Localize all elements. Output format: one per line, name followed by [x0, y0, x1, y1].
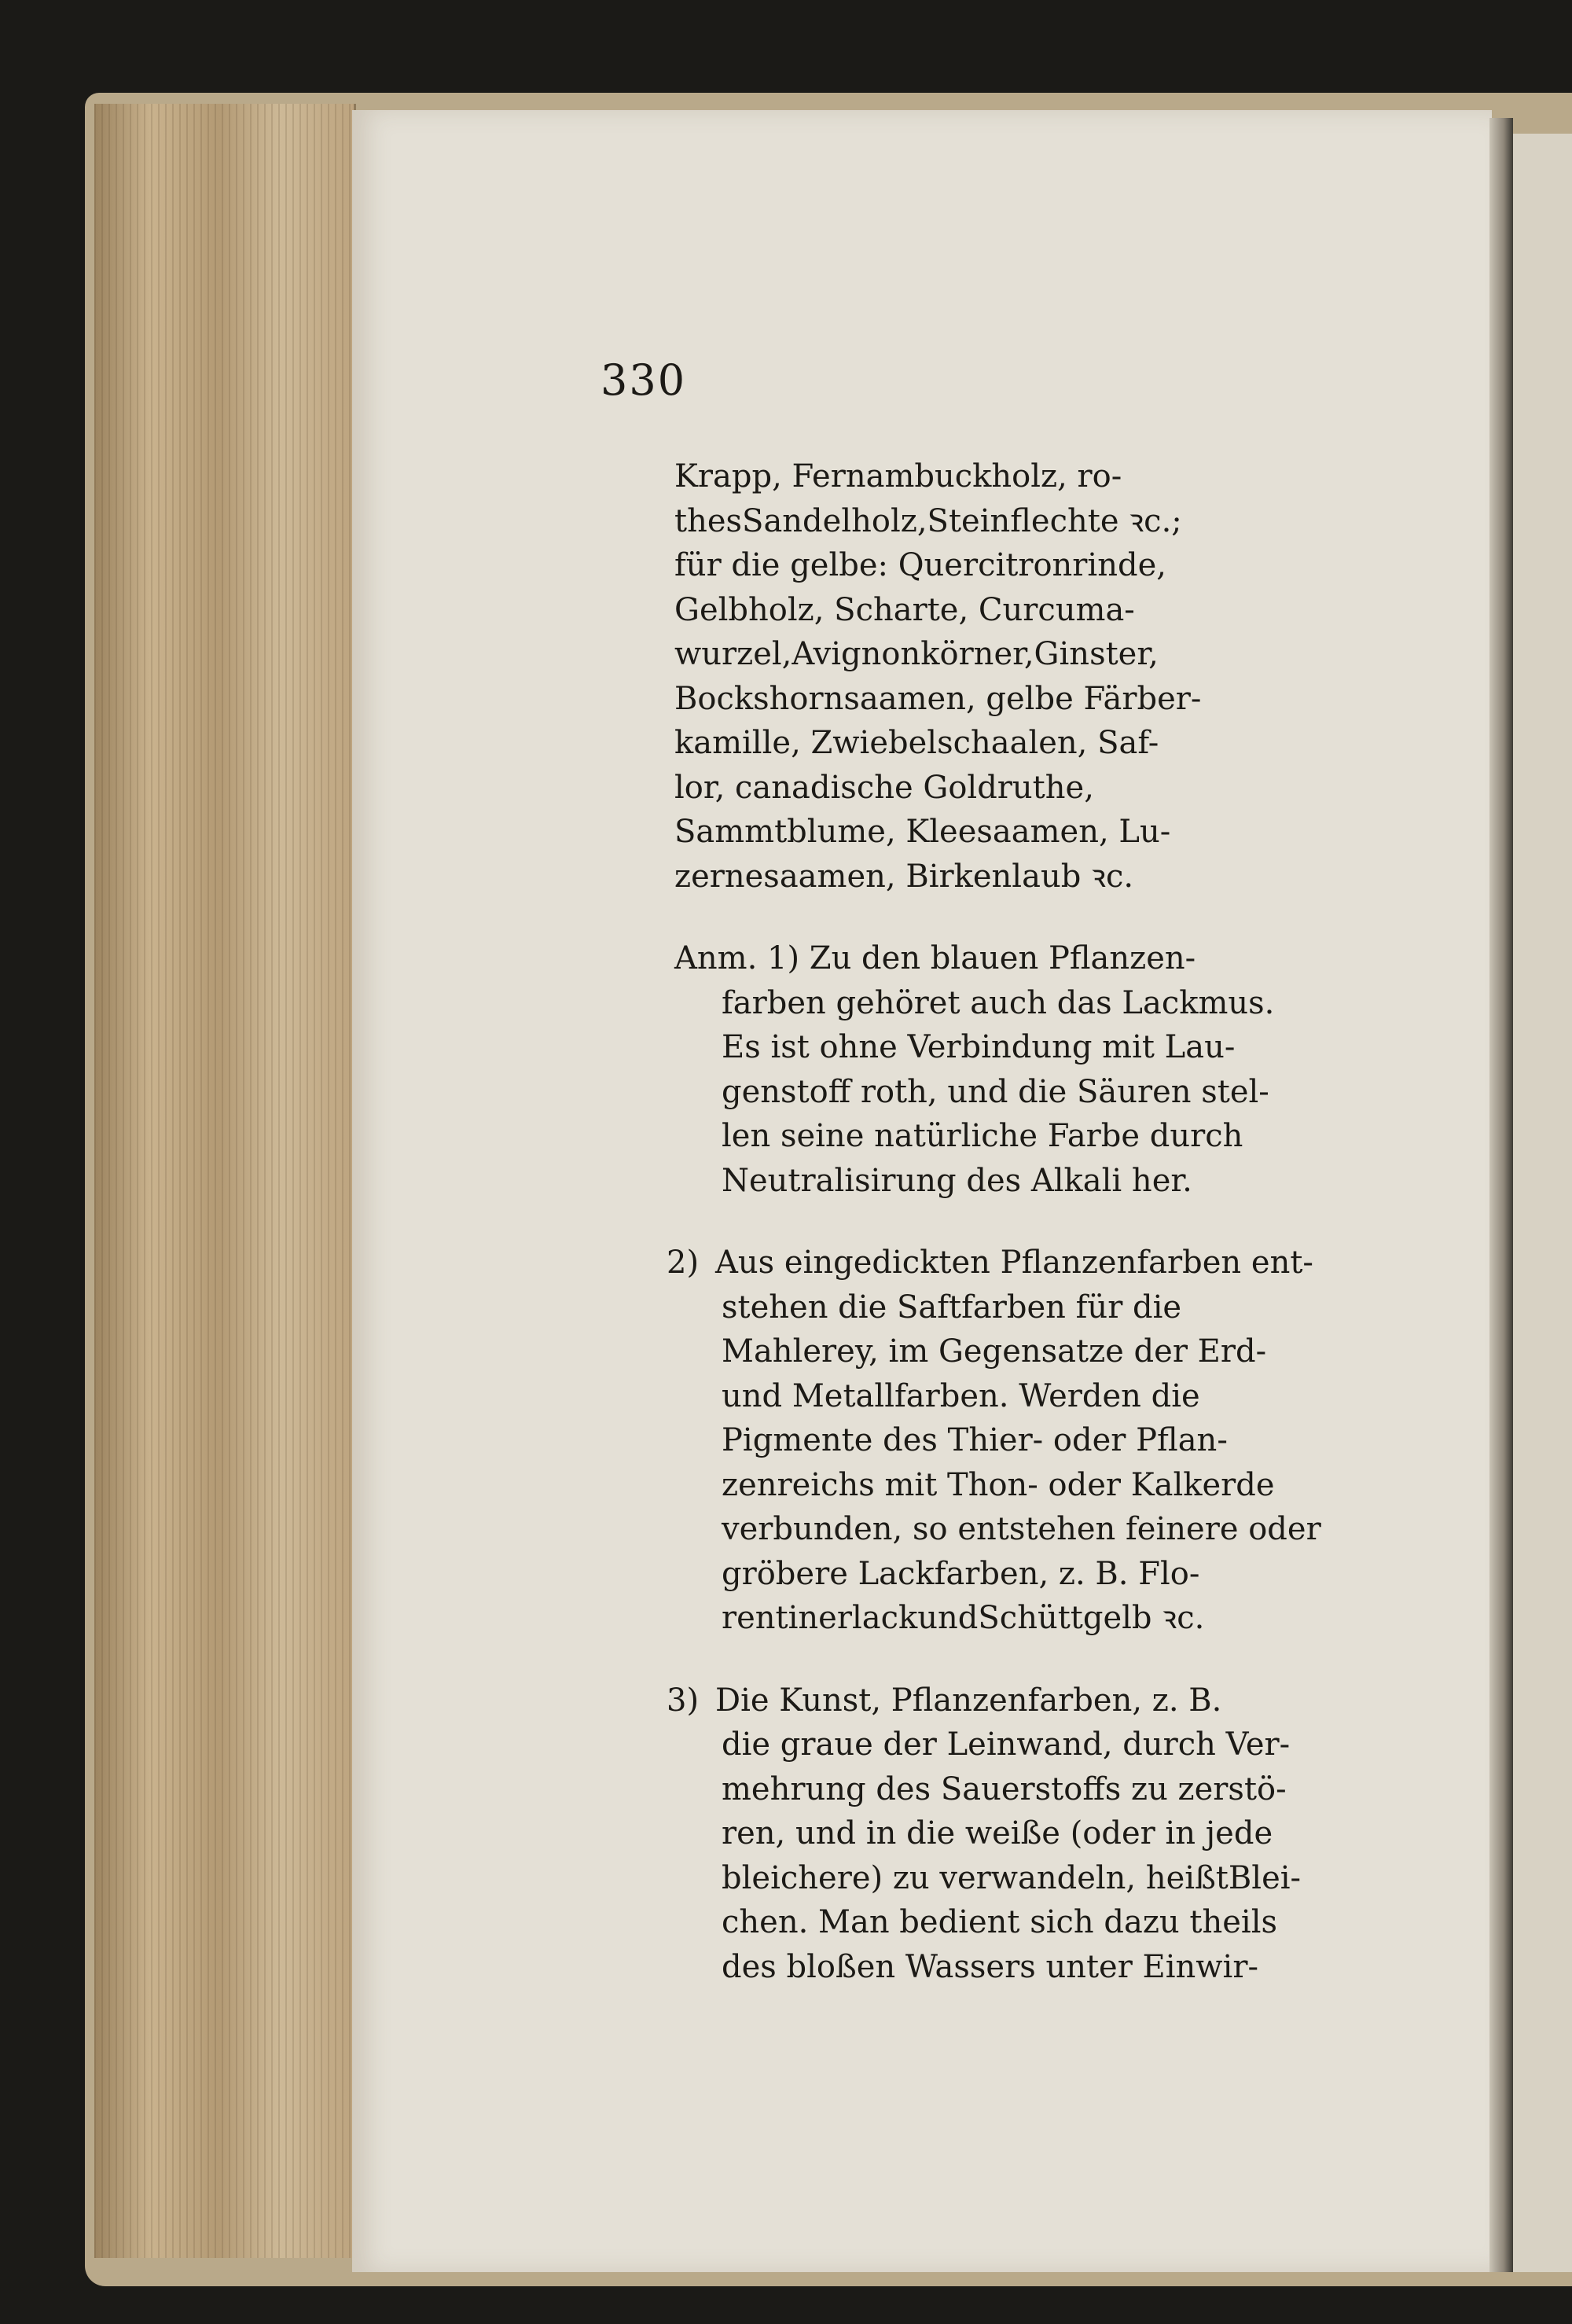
page-edge-lines [94, 104, 354, 2258]
text-line: für die gelbe: Quercitronrinde, [674, 547, 1166, 583]
paragraph-note-2 [667, 1241, 1405, 1641]
text-line: Sammtblume, Kleesaamen, Lu- [674, 814, 1171, 850]
book-gutter [1489, 118, 1513, 2272]
page-text [667, 454, 1405, 1989]
text-line: Es ist ohne Verbindung mit Lau- [722, 1029, 1236, 1065]
note-number: 2) [667, 1245, 700, 1281]
text-line: zenreichs mit Thon- oder Kalkerde [722, 1466, 1275, 1503]
text-line: thesSandelholz,Steinflechte ꝛc.; [674, 502, 1182, 539]
text-line: lor, canadische Goldruthe, [674, 769, 1094, 806]
text-line: 2) Aus eingedickten Pflanzenfarben ent- [722, 1241, 1405, 1285]
text-line: des bloßen Wassers unter Einwir- [722, 1948, 1258, 1985]
text-line: Mahlerey, im Gegensatze der Erd- [722, 1333, 1267, 1370]
text-line: verbunden, so entstehen feinere oder [722, 1511, 1321, 1547]
text-line: 3) Die Kunst, Pflanzenfarben, z. B. [722, 1679, 1405, 1723]
text-line: zernesaamen, Birkenlaub ꝛc. [674, 858, 1134, 895]
text-line: die graue der Leinwand, durch Ver- [722, 1726, 1291, 1763]
text-line: Gelbholz, Scharte, Curcuma- [674, 591, 1135, 628]
text-line: len seine natürliche Farbe durch [722, 1118, 1243, 1154]
paragraph-note-3 [667, 1679, 1405, 1990]
text-line: farben gehöret auch das Lackmus. [722, 984, 1275, 1021]
text-line: Pigmente des Thier- oder Pflan- [722, 1422, 1228, 1458]
text-line: mehrung des Sauerstoffs zu zerstö- [722, 1771, 1287, 1807]
paragraph-dye-list [674, 454, 1405, 899]
text-line: kamille, Zwiebelschaalen, Saf- [674, 725, 1159, 761]
text-line: chen. Man bedient sich dazu theils [722, 1904, 1278, 1940]
page-number: 330 [601, 355, 687, 405]
text-line: ren, und in die weiße (oder in jede [722, 1815, 1273, 1851]
text-line: rentinerlackundSchüttgelb ꝛc. [722, 1600, 1205, 1636]
paragraph-note-1 [674, 936, 1405, 1203]
text-line: Neutralisirung des Alkali her. [722, 1162, 1192, 1199]
text-line: wurzel,Avignonkörner,Ginster, [674, 636, 1159, 672]
text-line: und Metallfarben. Werden die [722, 1377, 1200, 1414]
facing-page-edge [1513, 134, 1572, 2272]
text-line: Anm. 1) Zu den blauen Pflanzen- [674, 940, 1196, 976]
text-line: Krapp, Fernambuckholz, ro- [674, 458, 1122, 495]
text-line: bleichere) zu verwandeln, heißtBlei- [722, 1859, 1302, 1896]
text-line: gröbere Lackfarben, z. B. Flo- [722, 1555, 1200, 1592]
text-line: Bockshornsaamen, gelbe Färber- [674, 680, 1202, 717]
text-line: genstoff roth, und die Säuren stel- [722, 1073, 1269, 1110]
text-line: stehen die Saftfarben für die [722, 1289, 1182, 1326]
note-number: 3) [667, 1682, 700, 1719]
